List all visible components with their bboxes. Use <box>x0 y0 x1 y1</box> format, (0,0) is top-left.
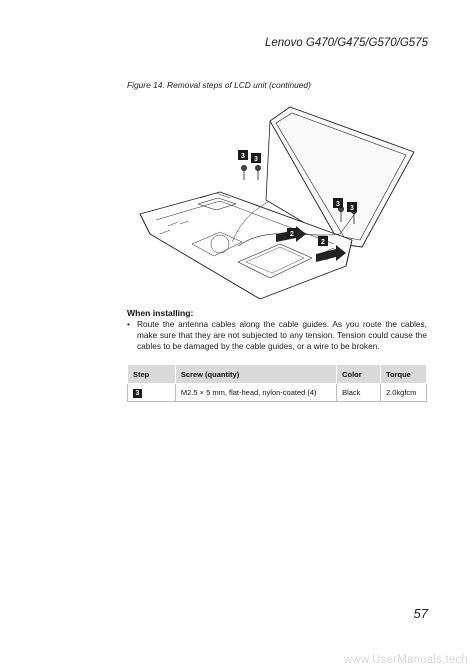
torque-cell: 2.0kgfcm <box>381 384 427 402</box>
step-badge: 3 <box>133 389 142 398</box>
color-cell: Black <box>337 384 381 402</box>
watermark: www.UserManuals.tech <box>343 654 468 666</box>
step-badge-label: 2 <box>290 231 294 238</box>
column-header-screw: Screw (quantity) <box>175 365 336 384</box>
step-cell <box>128 384 176 402</box>
bullet-marker: • <box>127 319 130 329</box>
lcd-removal-figure <box>120 94 430 304</box>
step-badge-label: 3 <box>241 153 245 160</box>
table-header-row <box>128 365 427 384</box>
bullet-text: Route the antenna cables along the cable guides. As you route the cables, make sure that they are not subjected to any tension. Tension could cause the cables to be damaged by the cable guides, or a wire to be broken. <box>137 319 427 351</box>
screw-table <box>127 364 427 402</box>
step-badge-label: 3 <box>254 156 258 163</box>
instruction-bullet <box>127 319 427 351</box>
page-header-title: Lenovo G470/G475/G570/G575 <box>264 37 428 49</box>
column-header-color: Color <box>337 365 381 384</box>
step-badge-label: 2 <box>321 239 325 246</box>
laptop-illustration <box>120 94 430 304</box>
step-badge-label: 3 <box>350 205 354 212</box>
column-header-step: Step <box>128 365 176 384</box>
table-row <box>128 384 427 402</box>
column-header-torque: Torque <box>381 365 427 384</box>
page-number: 57 <box>413 606 428 621</box>
figure-caption: Figure 14. Removal steps of LCD unit (continued) <box>127 80 311 90</box>
screw-cell: M2.5 × 5 mm, flat-head, nylon-coated (4) <box>175 384 336 402</box>
step-badge-label: 3 <box>336 201 340 208</box>
installing-heading: When installing: <box>127 308 194 318</box>
